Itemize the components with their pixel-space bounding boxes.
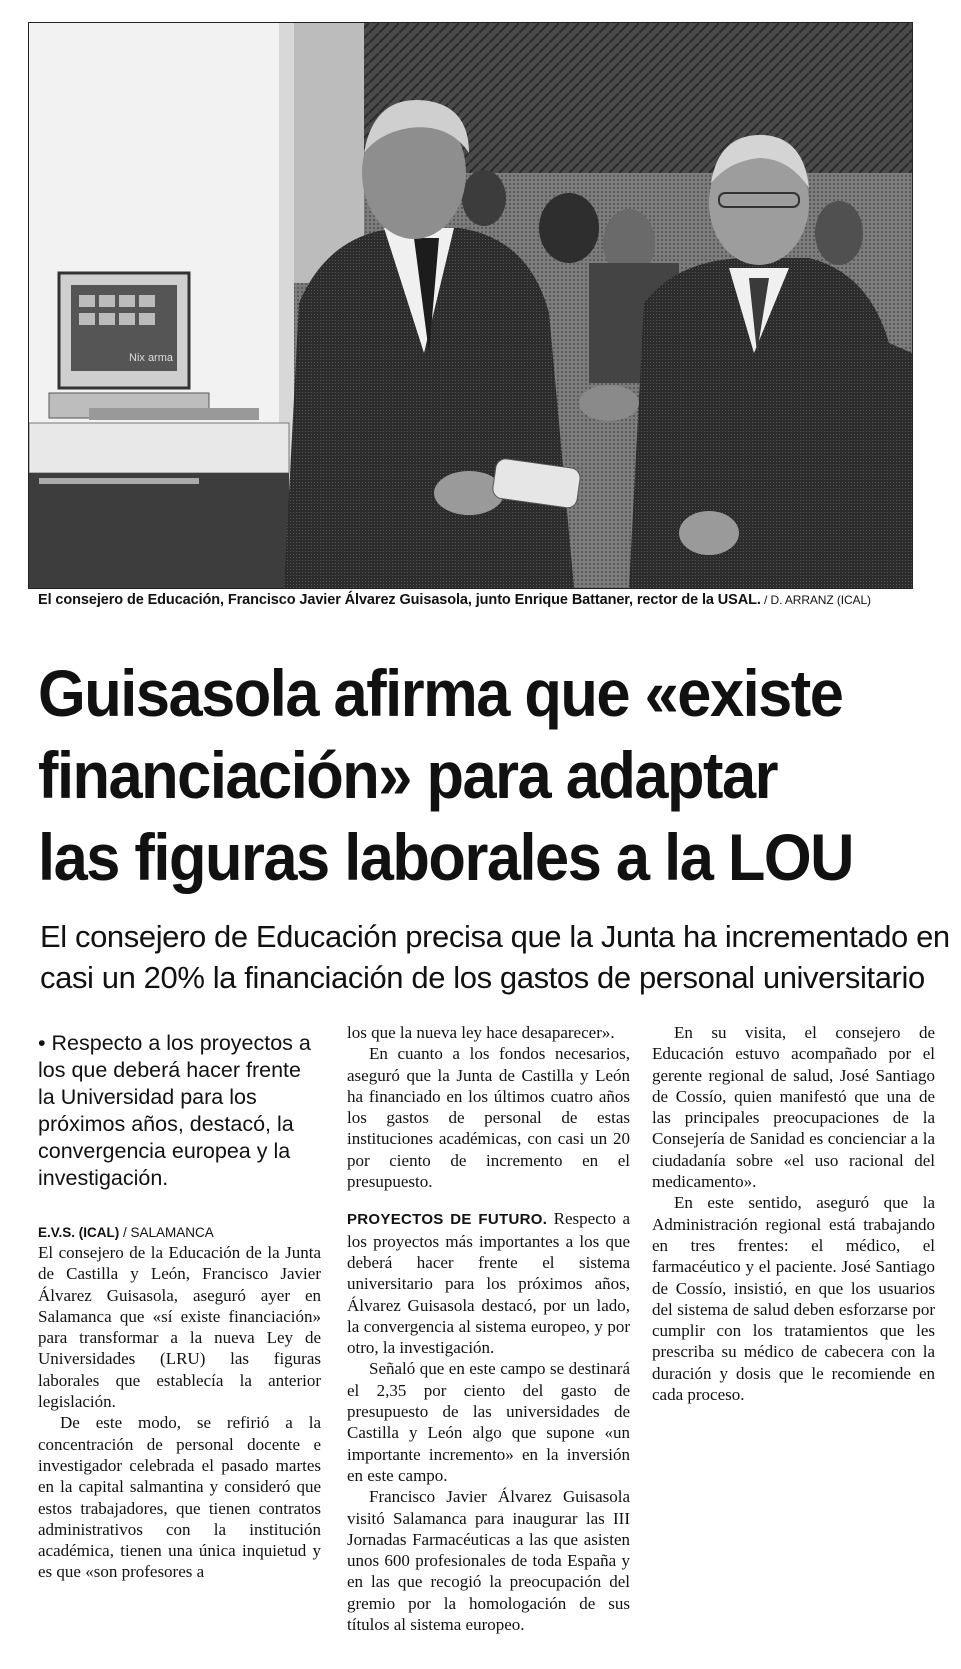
column-2 [347,0,630,1635]
body-paragraph-5 [347,1208,630,1358]
monitor-screen-text: Nix arma [129,352,174,364]
body-paragraph-9: En este sentido, aseguró que la Administración regional está trabajando en tres frentes: el médico, el farmacéutico y el paciente. José Santiago de Cossío, insistió, en que los usuarios del sistema de salud deben esforzarse por cumplir con los tratamientos que les prescriba su médico de cabecera con la duración y dosis que le recomiende en cada proceso. [652,1193,935,1405]
caption-text: El consejero de Educación, Francisco Javier Álvarez Guisasola, junto Enrique Battaner, rector de la USAL. [38,592,761,608]
byline-agency: E.V.S. (ICAL) [38,1225,120,1240]
subheadline-line-2: casi un 20% la financiación de los gastos de personal universitario [40,960,925,995]
bullet-icon: • [38,1031,46,1055]
body-paragraph-2: De este modo, se refirió a la concentración de personal docente e investigador celebrada el pasado martes en la capital salmantina y consideró que estos trabajadores, que tienen contratos administrativos con la institución académica, tienen una única inquietud y es que «son profesores a [38,1413,321,1582]
headline-line-1: Guisasola afirma que «existe [38,656,843,730]
byline-place: / SALAMANCA [119,1225,214,1240]
column-3-text [652,1022,935,1405]
headline-line-2: financiación» para adaptar [38,738,778,812]
headline-line-3: las figuras laborales a la LOU [38,820,854,894]
lead-summary [38,0,321,1192]
section-title: PROYECTOS DE FUTURO. [347,1211,548,1229]
body-paragraph-1: El consejero de la Educación de la Junta de Castilla y León, Francisco Javier Álvarez Guisasola, aseguró ayer en Salamanca que «sí existe financiación» para transformar a la nueva Ley de Universidades (LRU) las figuras laborales que establecía la anterior legislación. [38,1243,321,1412]
body-paragraph-4: En cuanto a los fondos necesarios, aseguró que la Junta de Castilla y León ha financiado en los últimos cuatro años los gastos de personal de estas instituciones académicas, con casi un 20 por ciento de incremento en el presupuesto. [347,1044,630,1192]
body-paragraph-3: los que la nueva ley hace desaparecer». [347,1023,615,1042]
column-1 [38,0,321,1583]
photo-credit: / D. ARRANZ (ICAL) [760,593,871,607]
body-paragraph-5-text: Respecto a los proyectos más importantes a los que deberá hacer frente el sistema universitario para los próximos años, Álvarez Guisasola destacó, por un lado, la convergencia al sistema europeo, y por otro, la investigación. [347,1209,630,1358]
lead-text: Respecto a los proyectos a los que deberá hacer frente la Universidad para los próximos años, destacó, la convergencia europea y la investigación. [38,1031,311,1190]
body-paragraph-8: En su visita, el consejero de Educación estuvo acompañado por el gerente regional de salud, José Santiago de Cossío, quien manifestó que una de las principales preocupaciones de la Consejería de Sanidad es concienciar a la ciudadanía sobre «el uso racional del medicamento». [652,1023,935,1192]
body-paragraph-7: Francisco Javier Álvarez Guisasola visitó Salamanca para inaugurar las III Jornadas Farmacéuticas a las que asisten unos 600 profesionales de toda España y en las que recogió la preocupación del gremio por la homologación de sus títulos al sistema europeo. [347,1487,630,1635]
subheadline-line-1: El consejero de Educación precisa que la Junta ha incrementado en [40,919,950,954]
body-paragraph-6: Señaló que en este campo se destinará el 2,35 por ciento del gasto de presupuesto de las universidades de Castilla y León algo que supone «un importante incremento» en la inversión en este campo. [347,1359,630,1485]
byline [38,1224,321,1242]
